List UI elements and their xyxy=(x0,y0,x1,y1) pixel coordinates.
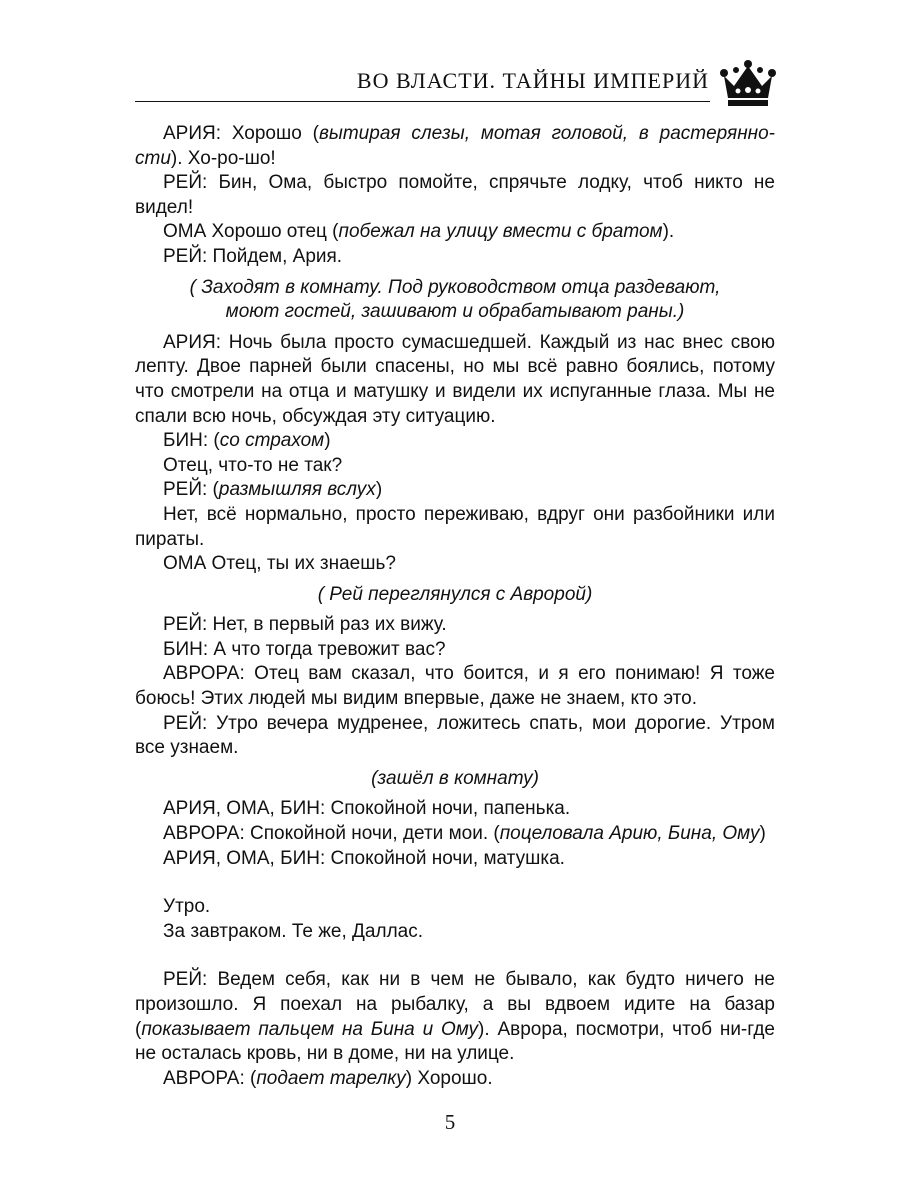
dialogue-line: РЕЙ: Пойдем, Ария. xyxy=(163,245,343,267)
scene-note: За завтраком. Те же, Даллас. xyxy=(163,920,423,942)
dialogue-line: БИН: А что тогда тревожит вас? xyxy=(163,638,446,660)
book-title: ВО ВЛАСТИ. ТАЙНЫ ИМПЕРИЙ xyxy=(356,68,709,93)
dialogue-line: ОМА Хорошо отец (побежал на улицу вмести с братом). xyxy=(163,221,675,243)
dialogue-line: РЕЙ: Утро вечера мудренее, ложитесь спать, мои дорогие. Утром все узнаем. xyxy=(135,712,775,759)
dialogue-line: РЕЙ: Нет, в первый раз их вижу. xyxy=(163,614,447,636)
scene-note: Утро. xyxy=(163,896,211,918)
dialogue-line: Нет, всё нормально, просто переживаю, вдруг они разбойники или пираты. xyxy=(135,503,775,550)
dialogue-line: Отец, что-то не так? xyxy=(163,454,343,476)
stage-direction: ( Рей переглянулся с Авророй) xyxy=(317,583,593,605)
header-rule xyxy=(135,101,710,102)
dialogue-line: АРИЯ: Ночь была просто сумасшедшей. Каждый из нас внес свою лепту. Двое парней были спасены, но мы всё равно боялись, потому что смотрели на отца и матушку и видели их испуганные глаза. Мы не спали всю ночь, обсуждая эту ситуацию. xyxy=(135,331,775,427)
crown-icon xyxy=(718,60,778,108)
page-body xyxy=(135,122,775,1091)
dialogue-line: АРИЯ, ОМА, БИН: Спокойной ночи, матушка. xyxy=(163,847,565,869)
spacer xyxy=(135,871,775,895)
spacer xyxy=(135,944,775,968)
page-number: 5 xyxy=(444,1110,456,1134)
dialogue-line: АВРОРА: Спокойной ночи, дети мои. (поцеловала Арию, Бина, Ому) xyxy=(163,823,766,845)
stage-direction: ( Заходят в комнату. Под руководством отца раздевают, моют гостей, зашивают и обрабатывают раны.) xyxy=(189,276,721,323)
dialogue-line: ОМА Отец, ты их знаешь? xyxy=(163,553,396,575)
stage-direction: (зашёл в комнату) xyxy=(371,767,539,789)
dialogue-line: АВРОРА: (подает тарелку) Хорошо. xyxy=(163,1067,493,1089)
dialogue-line: АВРОРА: Отец вам сказал, что боится, и я его понимаю! Я тоже боюсь! Этих людей мы видим впервые, даже не знаем, кто это. xyxy=(135,663,775,710)
running-header xyxy=(135,60,775,110)
dialogue-line: АРИЯ: Хорошо (вытирая слезы, мотая головой, в растерянно-сти). Хо-ро-шо! xyxy=(135,123,775,169)
dialogue-line: РЕЙ: (размышляя вслух) xyxy=(163,479,383,501)
dialogue-line: БИН: (со страхом) xyxy=(163,430,331,452)
dialogue-line: РЕЙ: Бин, Ома, быстро помойте, спрячьте лодку, чтоб никто не видел! xyxy=(135,172,775,218)
dialogue-line: РЕЙ: Ведем себя, как ни в чем не бывало, как будто ничего не произошло. Я поехал на рыбалку, а вы вдвоем идите на базар (показывает пальцем на Бина и Ому). Аврора, посмотри, чтоб ни-где не осталась кровь, ни в доме, ни на улице. xyxy=(135,969,775,1065)
dialogue-line: АРИЯ, ОМА, БИН: Спокойной ночи, папенька. xyxy=(163,798,571,820)
